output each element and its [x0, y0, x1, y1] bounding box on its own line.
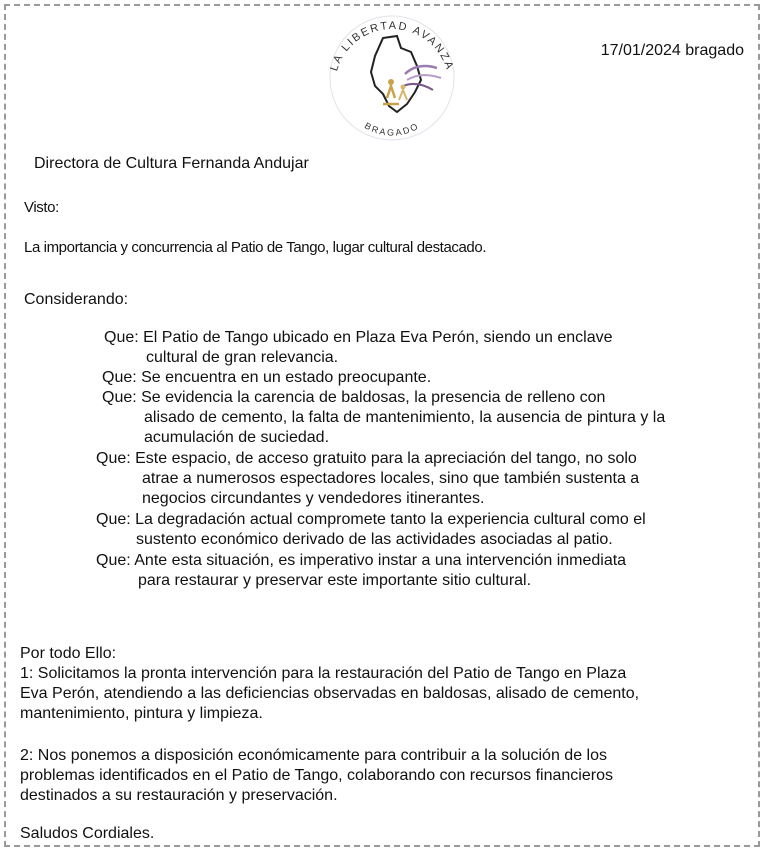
document-page	[4, 4, 760, 847]
logo-emblem-icon	[313, 8, 471, 148]
considerando-cont-line: atrae a numerosos espectadores locales, sino que también sustenta a	[142, 470, 640, 487]
considerando-cont-line: cultural de gran relevancia.	[146, 349, 339, 366]
considerando-cont-line: para restaurar y preservar este importante sitio cultural.	[138, 572, 532, 589]
document-date: 17/01/2024 bragado	[600, 42, 744, 59]
visto-text: La importancia y concurrencia al Patio de Tango, lugar cultural destacado.	[24, 239, 487, 256]
considerando-item	[102, 368, 431, 388]
considerando-first-line: Que: Se evidencia la carencia de baldosas, la presencia de relleno con	[102, 389, 606, 406]
point-1-line: 1: Solicitamos la pronta intervención para la restauración del Patio de Tango en Plaza	[20, 665, 627, 682]
considerando-item	[102, 388, 665, 448]
point-1-line: Eva Perón, atendiendo a las deficiencias observadas en baldosas, alisado de cemento,	[20, 685, 640, 702]
party-logo	[313, 8, 471, 148]
considerando-first-line: Que: Este espacio, de acceso gratuito para la apreciación del tango, no solo	[96, 450, 637, 467]
por-todo-label: Por todo Ello:	[20, 645, 117, 662]
considerando-item	[104, 328, 613, 368]
point-2-line: destinados a su restauración y preservación.	[20, 787, 338, 804]
point-2	[20, 746, 613, 806]
considerando-cont-line: sustento económico derivado de las actividades asociadas al patio.	[136, 531, 613, 548]
svg-text:LA LIBERTAD AVANZA: LA LIBERTAD AVANZA	[328, 19, 456, 73]
considerando-first-line: Que: Ante esta situación, es imperativo instar a una intervención inmediata	[96, 552, 627, 569]
considerando-cont-line: negocios circundantes y vendedores itinerantes.	[142, 490, 485, 507]
considerando-item	[96, 510, 646, 550]
considerando-item	[96, 551, 626, 591]
considerando-label: Considerando:	[24, 291, 129, 308]
considerando-first-line: Que: El Patio de Tango ubicado en Plaza Eva Perón, siendo un enclave	[104, 329, 613, 346]
point-1	[20, 664, 639, 724]
point-1-line: mantenimiento, pintura y limpieza.	[20, 705, 263, 722]
visto-label: Visto:	[24, 199, 59, 216]
svg-text:BRAGADO: BRAGADO	[362, 120, 422, 138]
considerando-cont-line: acumulación de suciedad.	[144, 429, 330, 446]
recipient: Directora de Cultura Fernanda Andujar	[34, 155, 309, 172]
considerando-first-line: Que: Se encuentra en un estado preocupante.	[102, 369, 432, 386]
considerando-item	[96, 449, 639, 509]
closing: Saludos Cordiales.	[20, 825, 155, 842]
point-2-line: 2: Nos ponemos a disposición económicamente para contribuir a la solución de los	[20, 747, 607, 764]
point-2-line: problemas identificados en el Patio de Tango, colaborando con recursos financieros	[20, 767, 613, 784]
considerando-first-line: Que: La degradación actual compromete tanto la experiencia cultural como el	[96, 511, 646, 528]
considerando-cont-line: alisado de cemento, la falta de mantenimiento, la ausencia de pintura y la	[144, 409, 666, 426]
